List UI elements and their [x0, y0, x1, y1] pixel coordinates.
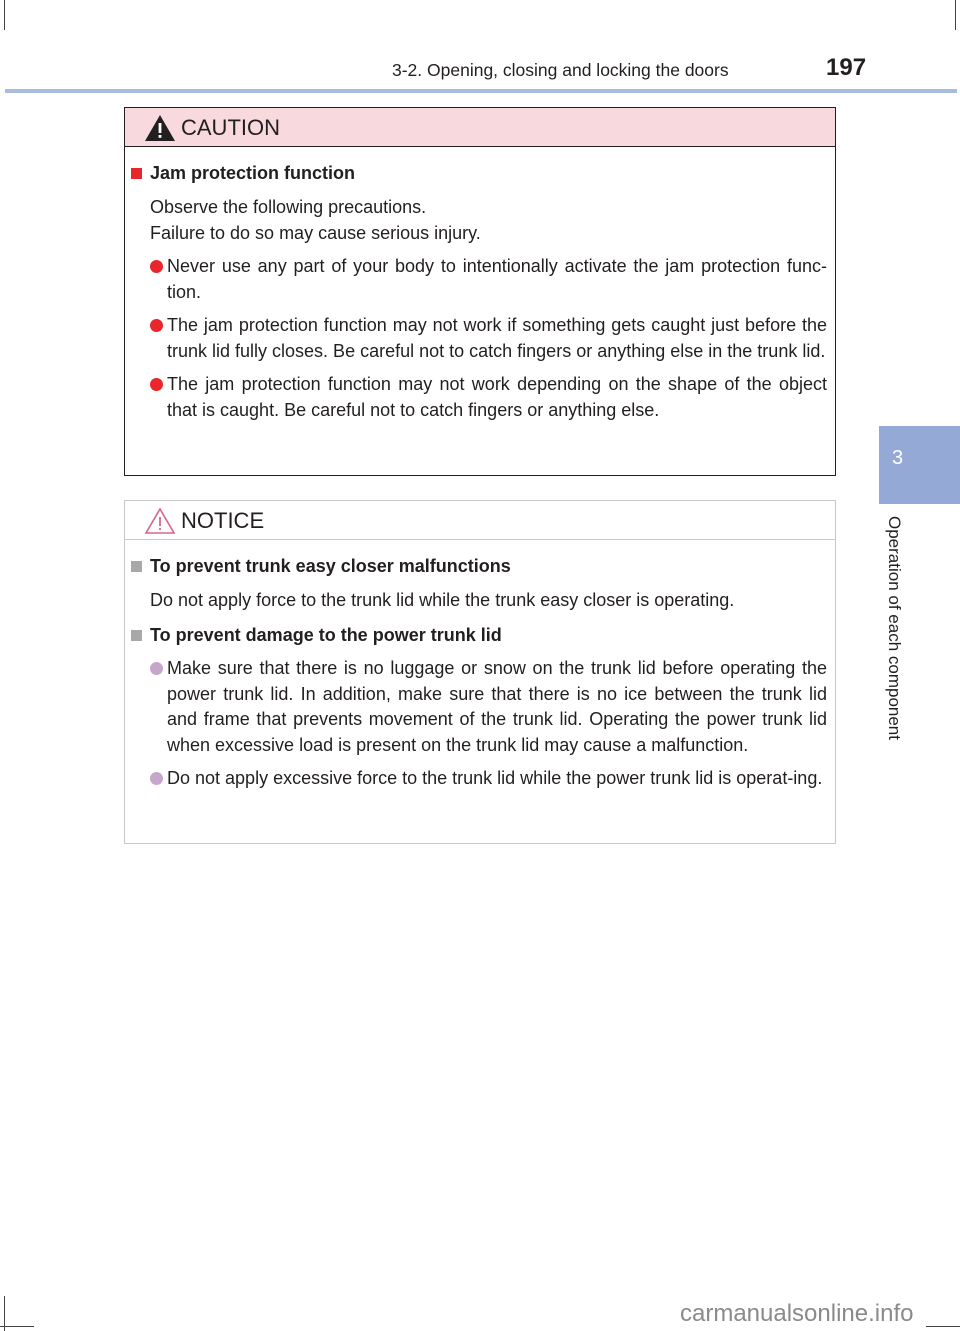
caution-box — [124, 107, 836, 476]
crop-mark — [926, 1326, 960, 1327]
caution-intro-line: Failure to do so may cause serious injury. — [150, 223, 481, 243]
list-item — [131, 254, 827, 305]
bullet-text: Do not apply excessive force to the trunk lid while the power trunk lid is operat-ing. — [167, 768, 823, 788]
bullet-text: The jam protection function may not work depending on the shape of the object that is caught. Be careful not to catch fingers or anything else. — [167, 374, 827, 420]
bullet-text: Never use any part of your body to intentionally activate the jam protection func-tion. — [167, 256, 827, 302]
crop-mark — [4, 0, 5, 30]
chapter-tab-number: 3 — [892, 447, 904, 469]
list-item — [131, 313, 827, 364]
crop-mark — [0, 1326, 34, 1327]
header-rule — [5, 89, 957, 93]
circle-bullet-icon — [150, 378, 163, 391]
list-item — [131, 656, 827, 758]
notice-header — [125, 501, 835, 540]
caution-section-title: Jam protection function — [150, 163, 356, 183]
circle-bullet-icon — [150, 772, 163, 785]
caution-intro-line: Observe the following precautions. — [150, 197, 427, 217]
caution-header — [125, 108, 835, 147]
notice-section-heading — [131, 556, 827, 577]
notice-box — [124, 500, 836, 844]
warning-outline-icon — [143, 506, 177, 536]
crop-mark — [955, 0, 956, 30]
caution-bullet-list — [131, 254, 827, 423]
notice-section-heading — [131, 625, 827, 646]
caution-title: CAUTION — [181, 115, 280, 140]
notice-section2-title: To prevent damage to the power trunk lid — [150, 625, 502, 645]
list-item — [131, 766, 827, 792]
bullet-text: Make sure that there is no luggage or snow on the trunk lid before operating the power trunk lid. In addition, make sure that there is no ice between the trunk lid and frame that prevents movement of the trunk lid. Operating the power trunk lid when excessive load is present on the trunk lid may cause a malfunction. — [167, 658, 827, 755]
notice-section1-text: Do not apply force to the trunk lid while the trunk easy closer is operating. — [150, 590, 735, 610]
section-header-title: 3-2. Opening, closing and locking the doors — [392, 60, 729, 80]
list-item — [131, 372, 827, 423]
caution-section-heading — [131, 163, 827, 184]
square-bullet-icon — [131, 168, 142, 179]
square-bullet-icon — [131, 561, 142, 572]
notice-bullet-list — [131, 656, 827, 792]
notice-section1-title: To prevent trunk easy closer malfunctions — [150, 556, 511, 576]
circle-bullet-icon — [150, 260, 163, 273]
watermark: carmanualsonline.info — [680, 1300, 914, 1327]
bullet-text: The jam protection function may not work if something gets caught just before the trunk lid fully closes. Be careful not to catch fingers or anything else in the trunk lid. — [167, 315, 827, 361]
page-number: 197 — [826, 54, 867, 81]
chapter-tab-label: Operation of each component — [885, 516, 904, 740]
circle-bullet-icon — [150, 319, 163, 332]
warning-triangle-icon — [143, 113, 177, 143]
circle-bullet-icon — [150, 662, 163, 675]
square-bullet-icon — [131, 630, 142, 641]
notice-body — [125, 540, 835, 792]
notice-title: NOTICE — [181, 508, 265, 533]
caution-body — [125, 147, 835, 423]
